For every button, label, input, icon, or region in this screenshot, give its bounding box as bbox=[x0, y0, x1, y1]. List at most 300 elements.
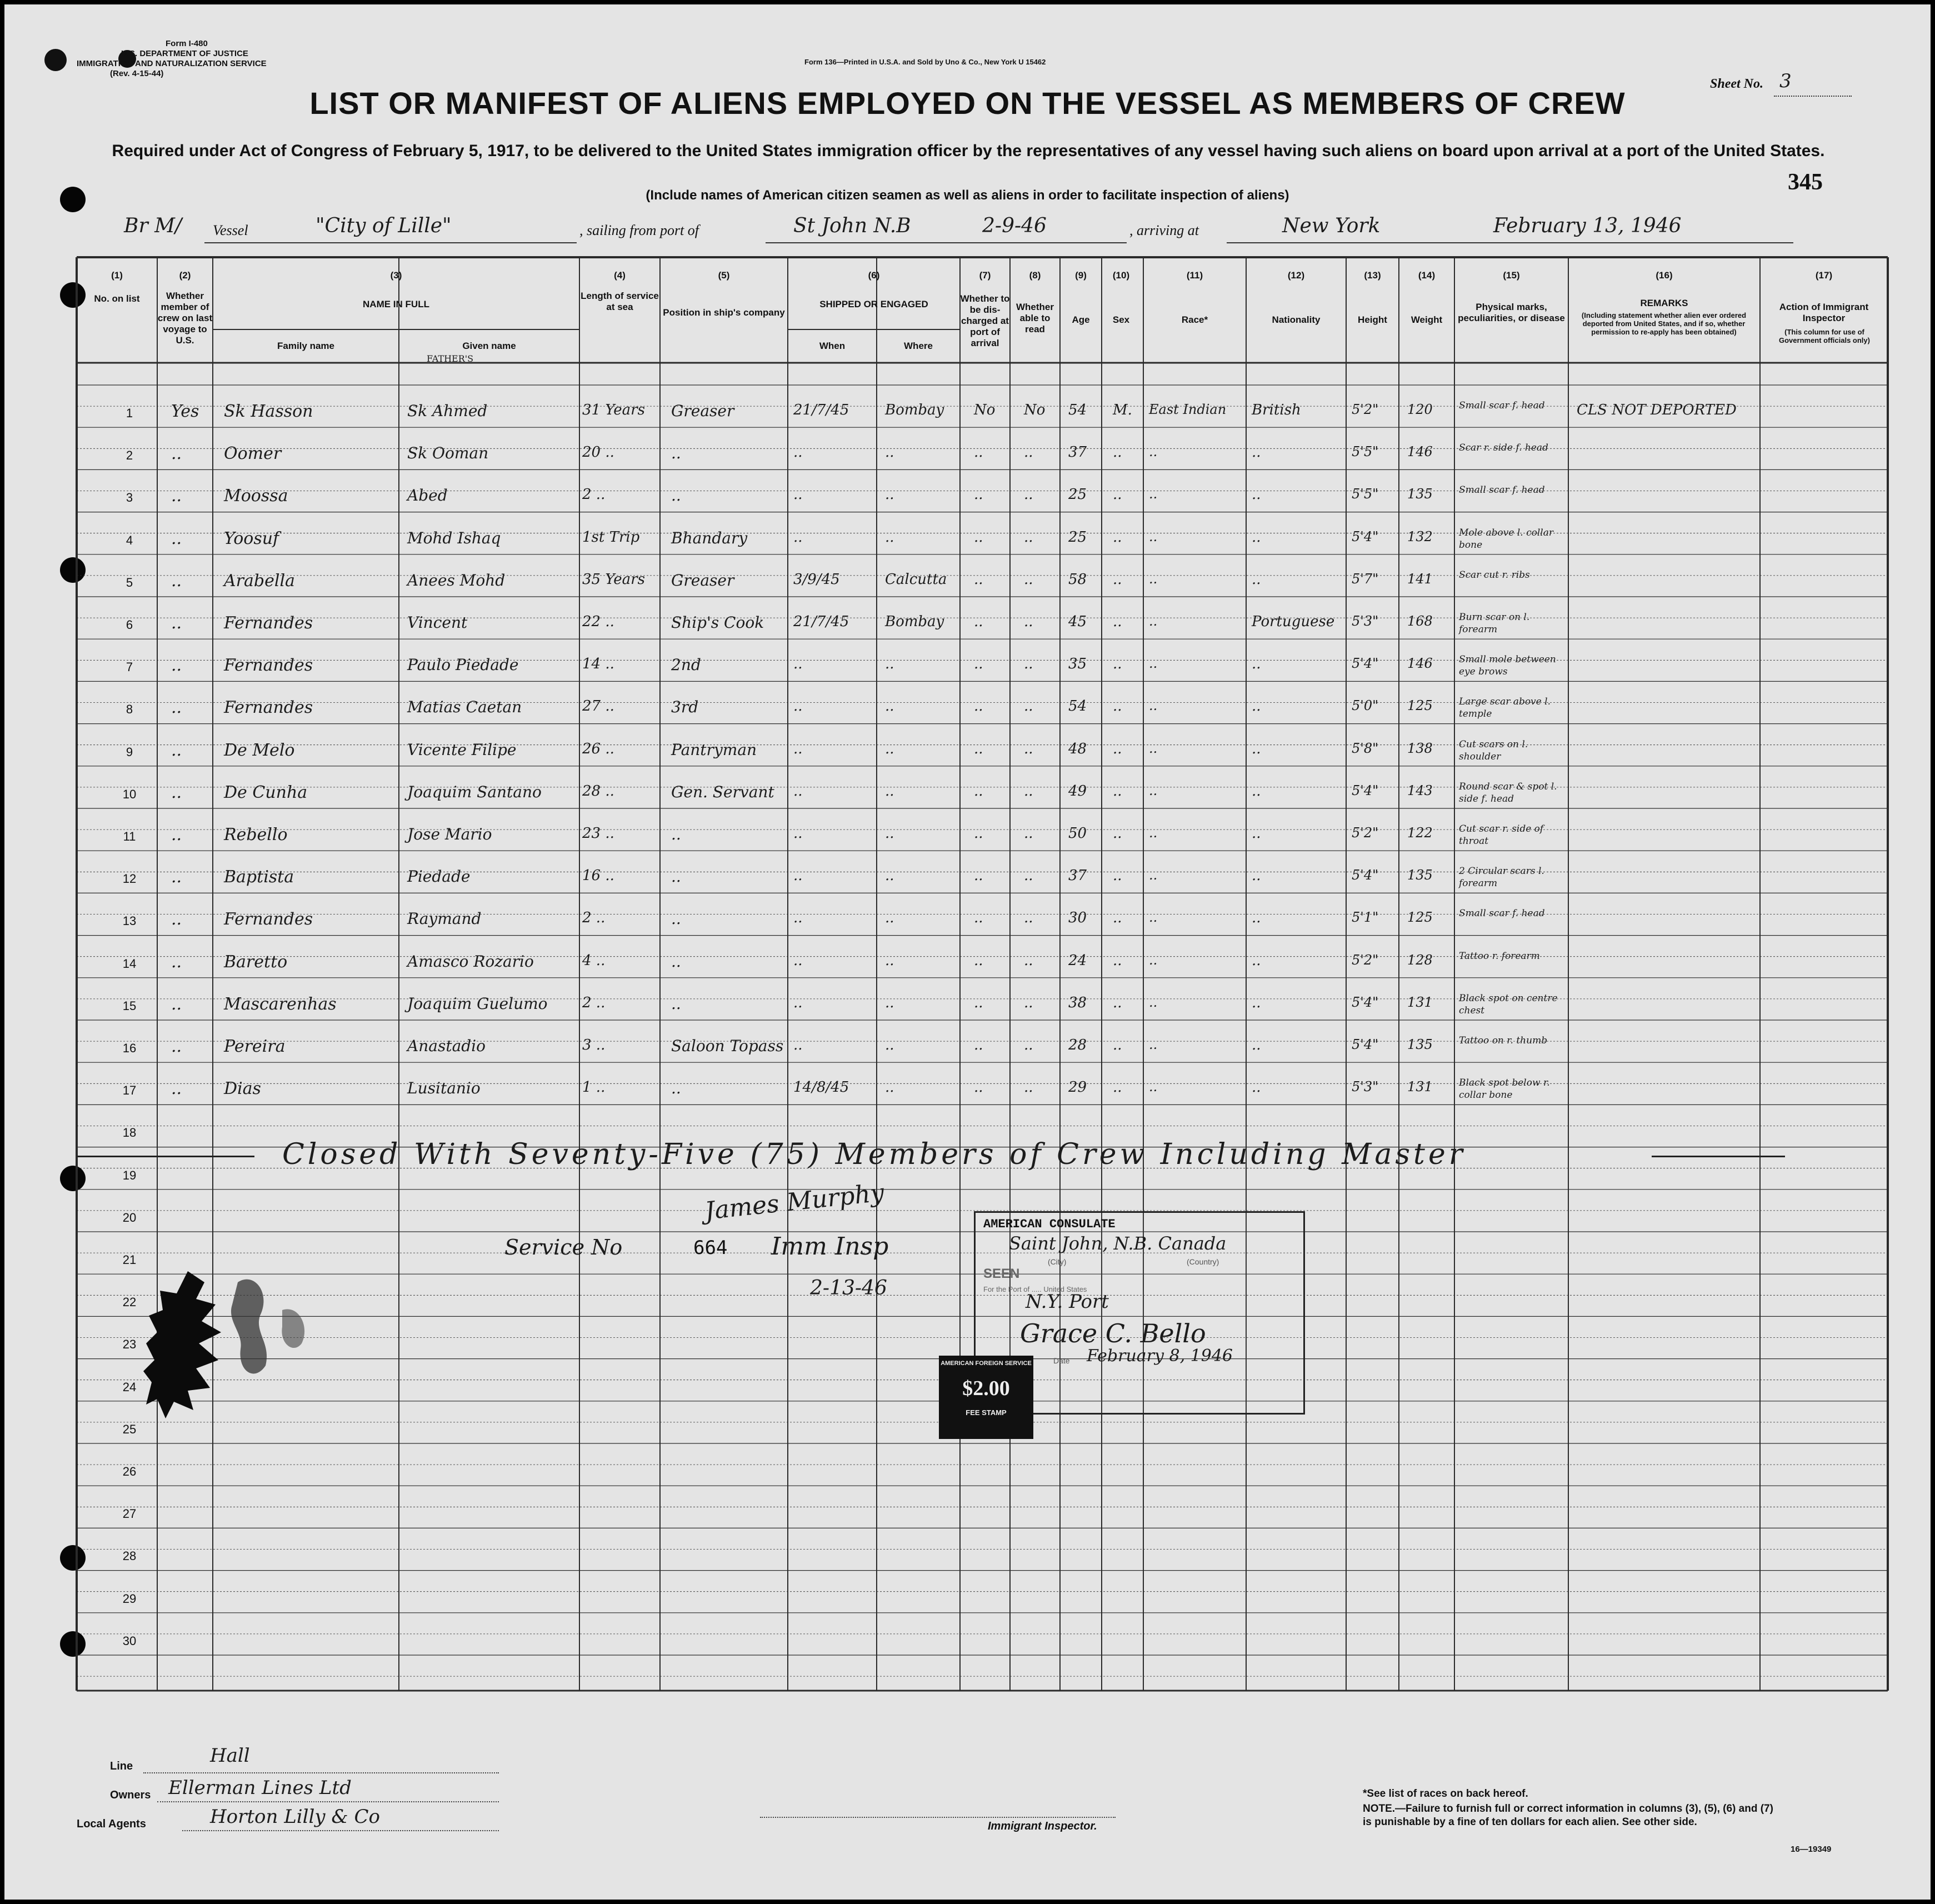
cell-nationality: .. bbox=[1252, 698, 1261, 715]
cell-weight: 135 bbox=[1407, 1037, 1433, 1052]
cell-where: .. bbox=[885, 952, 894, 969]
cell-weight: 138 bbox=[1407, 740, 1433, 756]
cell-family-name: Baretto bbox=[224, 952, 288, 972]
cell-race: .. bbox=[1149, 782, 1158, 798]
service-number: 664 bbox=[693, 1237, 728, 1259]
cell-race: .. bbox=[1149, 698, 1158, 714]
cell-race: .. bbox=[1149, 909, 1158, 926]
cell-position: Pantryman bbox=[671, 740, 757, 759]
cell-age: 38 bbox=[1068, 994, 1087, 1011]
cell-weight: 132 bbox=[1407, 528, 1433, 544]
cell-weight: 146 bbox=[1407, 444, 1433, 460]
cell-physical-marks: Tattoo r. forearm bbox=[1459, 950, 1540, 962]
cell-sex: .. bbox=[1113, 1037, 1122, 1053]
cell-discharged: No bbox=[974, 402, 996, 418]
cell-age: 54 bbox=[1068, 698, 1087, 715]
cell-height: 5'2" bbox=[1352, 952, 1379, 968]
cell-when: 21/7/45 bbox=[793, 613, 849, 630]
cell-where: .. bbox=[885, 1079, 894, 1096]
row-number: 8 bbox=[126, 702, 133, 717]
cell-member: .. bbox=[171, 1037, 182, 1056]
column-number: (2) bbox=[179, 270, 191, 281]
form-number: Form I-480 bbox=[166, 39, 208, 48]
cell-weight: 135 bbox=[1407, 867, 1433, 883]
cell-physical-marks: Burn scar on l. forearm bbox=[1459, 612, 1530, 635]
cell-able-read: .. bbox=[1024, 571, 1033, 588]
row-number: 18 bbox=[122, 1126, 137, 1140]
cell-given-name: Mohd Ishaq bbox=[407, 528, 501, 547]
cell-given-name: Sk Ooman bbox=[407, 444, 489, 463]
owners-value: Ellerman Lines Ltd bbox=[168, 1777, 352, 1799]
cell-service: 2 .. bbox=[582, 909, 606, 927]
cell-weight: 120 bbox=[1407, 402, 1433, 417]
cell-able-read: .. bbox=[1024, 825, 1033, 842]
cell-nationality: .. bbox=[1252, 656, 1261, 673]
column-number: (11) bbox=[1186, 270, 1203, 281]
cell-member: .. bbox=[171, 1079, 182, 1099]
cell-weight: 128 bbox=[1407, 952, 1433, 968]
row-number: 22 bbox=[122, 1295, 137, 1310]
cell-weight: 141 bbox=[1407, 571, 1433, 587]
cell-age: 48 bbox=[1068, 740, 1087, 757]
cell-service: 35 Years bbox=[582, 571, 645, 588]
vessel-label: Vessel bbox=[213, 222, 248, 238]
cell-race: .. bbox=[1149, 486, 1158, 502]
cell-where: Calcutta bbox=[885, 571, 947, 588]
cell-physical-marks: Cut scars on l. shoulder bbox=[1459, 738, 1528, 762]
header-race: Race* bbox=[1181, 314, 1208, 325]
agents-underline bbox=[182, 1830, 499, 1831]
cell-when: .. bbox=[793, 740, 803, 757]
cell-position: Gen. Servant bbox=[671, 782, 774, 801]
fee-stamp-amount: $2.00 bbox=[962, 1377, 1010, 1400]
cell-height: 5'4" bbox=[1352, 867, 1379, 883]
header-shipped: SHIPPED OR ENGAGED bbox=[819, 299, 928, 309]
header-length-service: Length of service at sea bbox=[581, 291, 659, 312]
owners-label: Owners bbox=[110, 1789, 151, 1801]
fee-stamp bbox=[939, 1356, 1033, 1439]
cell-family-name: Yoosuf bbox=[224, 528, 279, 548]
cell-sex: .. bbox=[1113, 740, 1122, 757]
port-written: N.Y. Port bbox=[1026, 1291, 1109, 1313]
column-number: (14) bbox=[1418, 270, 1436, 281]
cell-when: .. bbox=[793, 656, 803, 673]
header-where: Where bbox=[904, 341, 933, 351]
inspector-underline bbox=[760, 1817, 1116, 1818]
cell-given-name: Anastadio bbox=[407, 1037, 486, 1055]
cell-service: 27 .. bbox=[582, 698, 614, 715]
line-value: Hall bbox=[210, 1745, 250, 1767]
city-label: (City) bbox=[1048, 1257, 1067, 1266]
cell-discharged: .. bbox=[974, 740, 983, 757]
cell-height: 5'2" bbox=[1352, 402, 1379, 417]
cell-height: 5'4" bbox=[1352, 782, 1379, 798]
cell-where: .. bbox=[885, 909, 894, 927]
cell-given-name: Abed bbox=[407, 486, 448, 505]
column-number: (7) bbox=[979, 270, 991, 281]
column-number: (8) bbox=[1029, 270, 1041, 281]
cell-discharged: .. bbox=[974, 528, 983, 546]
cell-family-name: Mascarenhas bbox=[224, 994, 337, 1014]
form-subtitle: Required under Act of Congress of February 5, 1917, to be delivered to the United States immigration officer by the representatives of any vessel having such aliens on board upon arrival at a port of the United States. bbox=[112, 142, 1825, 160]
cell-family-name: Dias bbox=[224, 1079, 261, 1099]
cell-family-name: Fernandes bbox=[224, 909, 313, 929]
cell-where: .. bbox=[885, 994, 894, 1011]
header-when: When bbox=[819, 341, 846, 351]
row-number: 13 bbox=[122, 914, 137, 928]
cell-service: 31 Years bbox=[582, 402, 645, 418]
cell-given-name: Jose Mario bbox=[407, 825, 492, 843]
cell-service: 28 .. bbox=[582, 782, 614, 799]
inspector-signature: James Murphy bbox=[703, 1178, 886, 1226]
cell-able-read: .. bbox=[1024, 613, 1033, 630]
column-number: (16) bbox=[1656, 270, 1673, 281]
cell-when: .. bbox=[793, 825, 803, 842]
cell-age: 54 bbox=[1068, 402, 1087, 418]
cell-when: .. bbox=[793, 528, 803, 546]
cell-sex: .. bbox=[1113, 613, 1122, 630]
cell-sex: .. bbox=[1113, 698, 1122, 715]
cell-nationality: .. bbox=[1252, 867, 1261, 884]
cell-weight: 125 bbox=[1407, 909, 1433, 926]
cell-sex: .. bbox=[1113, 994, 1122, 1011]
cell-sex: .. bbox=[1113, 867, 1122, 884]
cell-able-read: .. bbox=[1024, 867, 1033, 884]
sheet-number: 3 bbox=[1779, 70, 1792, 92]
row-number: 10 bbox=[122, 787, 137, 801]
fee-stamp-top: AMERICAN FOREIGN SERVICE bbox=[941, 1360, 1032, 1367]
closing-line-right bbox=[1652, 1156, 1785, 1157]
cell-position: 2nd bbox=[671, 656, 701, 674]
row-number: 19 bbox=[122, 1168, 137, 1182]
cell-race: .. bbox=[1149, 656, 1158, 672]
closing-note: Closed With Seventy-Five (75) Members of Crew Including Master bbox=[282, 1138, 1466, 1171]
cell-position: .. bbox=[671, 486, 681, 505]
cell-when: .. bbox=[793, 867, 803, 884]
cell-able-read: .. bbox=[1024, 1037, 1033, 1053]
cell-nationality: British bbox=[1252, 402, 1301, 418]
cell-discharged: .. bbox=[974, 656, 983, 673]
cell-member: .. bbox=[171, 782, 182, 802]
cell-height: 5'7" bbox=[1352, 571, 1379, 587]
column-number: (10) bbox=[1112, 270, 1130, 281]
cell-able-read: .. bbox=[1024, 909, 1033, 927]
header-sex: Sex bbox=[1112, 314, 1130, 325]
cell-member: .. bbox=[171, 528, 182, 548]
cell-given-name: Vincent bbox=[407, 613, 468, 632]
cell-weight: 122 bbox=[1407, 825, 1433, 841]
cell-position: Saloon Topass bbox=[671, 1037, 784, 1055]
cell-age: 37 bbox=[1068, 444, 1087, 461]
cell-family-name: Fernandes bbox=[224, 656, 313, 676]
cell-race: .. bbox=[1149, 613, 1158, 629]
manifest-grid bbox=[4, 4, 1931, 1900]
cell-nationality: .. bbox=[1252, 825, 1261, 842]
cell-family-name: Fernandes bbox=[224, 613, 313, 633]
column-number: (9) bbox=[1075, 270, 1087, 281]
cell-family-name: De Melo bbox=[224, 740, 295, 760]
fee-stamp-bottom: FEE STAMP bbox=[966, 1408, 1007, 1417]
closing-line-left bbox=[77, 1156, 254, 1157]
row-number: 28 bbox=[122, 1549, 137, 1563]
cell-family-name: Pereira bbox=[224, 1037, 286, 1056]
cell-member: .. bbox=[171, 571, 182, 591]
form-code: 16—19349 bbox=[1791, 1845, 1832, 1854]
cell-sex: .. bbox=[1113, 444, 1122, 461]
cell-physical-marks: Tattoo on r. thumb bbox=[1459, 1035, 1548, 1046]
column-number: (5) bbox=[718, 270, 730, 281]
cell-age: 30 bbox=[1068, 909, 1087, 927]
cell-given-name: Joaquim Guelumo bbox=[407, 994, 548, 1013]
row-number: 21 bbox=[122, 1253, 137, 1267]
cell-service: 22 .. bbox=[582, 613, 614, 630]
service: IMMIGRATION AND NATURALIZATION SERVICE bbox=[77, 59, 267, 68]
cell-age: 45 bbox=[1068, 613, 1087, 630]
column-number: (6) bbox=[868, 270, 880, 281]
cell-position: Greaser bbox=[671, 402, 734, 420]
cell-discharged: .. bbox=[974, 698, 983, 715]
cell-age: 29 bbox=[1068, 1079, 1087, 1096]
cell-age: 49 bbox=[1068, 782, 1087, 799]
cell-discharged: .. bbox=[974, 444, 983, 461]
cell-nationality: .. bbox=[1252, 994, 1261, 1011]
cell-where: .. bbox=[885, 782, 894, 799]
seen-label: SEEN bbox=[983, 1266, 1020, 1281]
cell-able-read: .. bbox=[1024, 994, 1033, 1011]
cell-race: .. bbox=[1149, 528, 1158, 544]
cell-member: .. bbox=[171, 698, 182, 718]
header-position: Position in ship's company bbox=[663, 307, 785, 318]
header-discharged: Whether to be dis-charged at port of arrival bbox=[960, 293, 1010, 348]
header-remarks: REMARKS bbox=[1640, 298, 1688, 308]
cell-nationality: .. bbox=[1252, 740, 1261, 757]
cell-family-name: De Cunha bbox=[224, 782, 308, 802]
cell-service: 26 .. bbox=[582, 740, 614, 757]
cell-race: .. bbox=[1149, 994, 1158, 1010]
cell-height: 5'4" bbox=[1352, 528, 1379, 544]
row-number: 25 bbox=[122, 1422, 137, 1436]
cell-race: .. bbox=[1149, 1079, 1158, 1095]
cell-where: .. bbox=[885, 528, 894, 546]
row-number: 14 bbox=[122, 956, 137, 971]
cell-given-name: Joaquim Santano bbox=[407, 782, 542, 801]
department: U.S. DEPARTMENT OF JUSTICE bbox=[121, 49, 248, 58]
cell-height: 5'1" bbox=[1352, 909, 1379, 926]
cell-where: .. bbox=[885, 825, 894, 842]
cell-given-name: Piedade bbox=[407, 867, 471, 886]
cell-sex: .. bbox=[1113, 528, 1122, 546]
cell-position: .. bbox=[671, 867, 681, 886]
cell-position: 3rd bbox=[671, 698, 699, 717]
cell-race: .. bbox=[1149, 571, 1158, 587]
cell-able-read: .. bbox=[1024, 444, 1033, 461]
cell-height: 5'4" bbox=[1352, 1037, 1379, 1052]
cell-where: .. bbox=[885, 444, 894, 461]
vessel-name: "City of Lille" bbox=[316, 214, 452, 237]
cell-member: .. bbox=[171, 994, 182, 1014]
row-number: 24 bbox=[122, 1380, 137, 1394]
cell-able-read: No bbox=[1024, 402, 1046, 418]
cell-where: Bombay bbox=[885, 402, 944, 418]
header-action: Action of Immigrant Inspector bbox=[1779, 302, 1869, 323]
printer-line: Form 136—Printed in U.S.A. and Sold by Uno & Co., New York U 15462 bbox=[804, 58, 1046, 66]
cell-nationality: .. bbox=[1252, 782, 1261, 799]
row-number: 6 bbox=[126, 618, 133, 632]
cell-race: .. bbox=[1149, 825, 1158, 841]
cell-position: Bhandary bbox=[671, 528, 748, 547]
cell-where: .. bbox=[885, 867, 894, 884]
cell-nationality: Portuguese bbox=[1252, 613, 1335, 630]
cell-discharged: .. bbox=[974, 909, 983, 927]
cell-able-read: .. bbox=[1024, 656, 1033, 673]
cell-weight: 168 bbox=[1407, 613, 1433, 629]
header-nationality: Nationality bbox=[1272, 314, 1321, 325]
cell-family-name: Baptista bbox=[224, 867, 294, 887]
cell-nationality: .. bbox=[1252, 571, 1261, 588]
cell-sex: M. bbox=[1113, 402, 1132, 418]
header-no-on-list: No. on list bbox=[94, 293, 140, 304]
cell-able-read: .. bbox=[1024, 1079, 1033, 1096]
sheet-label: Sheet No. bbox=[1710, 77, 1763, 91]
sailing-label: , sailing from port of bbox=[579, 222, 699, 238]
cell-given-name: Matias Caetan bbox=[407, 698, 522, 717]
consul-date: February 8, 1946 bbox=[1087, 1346, 1233, 1366]
column-number: (3) bbox=[390, 270, 402, 281]
date-label: Date bbox=[1053, 1356, 1070, 1365]
cell-where: .. bbox=[885, 740, 894, 757]
cell-able-read: .. bbox=[1024, 698, 1033, 715]
cell-position: .. bbox=[671, 825, 681, 843]
cell-height: 5'8" bbox=[1352, 740, 1379, 756]
cell-able-read: .. bbox=[1024, 740, 1033, 757]
row-number: 17 bbox=[122, 1083, 137, 1098]
cell-height: 5'3" bbox=[1352, 1079, 1379, 1095]
cell-physical-marks: Small scar f. head bbox=[1459, 400, 1545, 411]
cell-nationality: .. bbox=[1252, 486, 1261, 503]
cell-physical-marks: Small scar f. head bbox=[1459, 484, 1545, 496]
cell-height: 5'4" bbox=[1352, 994, 1379, 1010]
cell-service: 2 .. bbox=[582, 486, 606, 503]
cell-position: .. bbox=[671, 994, 681, 1013]
cell-member: .. bbox=[171, 444, 182, 464]
cell-discharged: .. bbox=[974, 1037, 983, 1053]
cell-able-read: .. bbox=[1024, 486, 1033, 503]
column-number: (15) bbox=[1503, 270, 1520, 281]
header-able-read: Whether able to read bbox=[1016, 302, 1054, 334]
fathers-note: FATHER'S bbox=[427, 353, 474, 364]
row-number: 30 bbox=[122, 1633, 137, 1648]
column-number: (12) bbox=[1287, 270, 1305, 281]
row-number: 20 bbox=[122, 1210, 137, 1225]
embossed-seal bbox=[143, 1260, 343, 1427]
consulate-header: AMERICAN CONSULATE bbox=[983, 1217, 1116, 1231]
cell-physical-marks: Scar r. side f. head bbox=[1459, 442, 1548, 454]
consulate-city: Saint John, N.B. Canada bbox=[1009, 1233, 1227, 1254]
cell-nationality: .. bbox=[1252, 952, 1261, 969]
row-number: 29 bbox=[122, 1591, 137, 1606]
row-number: 15 bbox=[122, 998, 137, 1013]
cell-given-name: Amasco Rozario bbox=[407, 952, 534, 971]
cell-height: 5'3" bbox=[1352, 613, 1379, 629]
cell-remarks: CLS NOT DEPORTED bbox=[1577, 402, 1737, 418]
row-number: 27 bbox=[122, 1507, 137, 1521]
row-number: 5 bbox=[126, 575, 133, 589]
cell-member: .. bbox=[171, 867, 182, 887]
cell-height: 5'0" bbox=[1352, 698, 1379, 714]
cell-member: .. bbox=[171, 952, 182, 972]
cell-when: 3/9/45 bbox=[793, 571, 840, 588]
cell-race: .. bbox=[1149, 867, 1158, 883]
row-number: 11 bbox=[123, 829, 136, 843]
cell-member: .. bbox=[171, 909, 182, 929]
cell-given-name: Anees Mohd bbox=[407, 571, 506, 589]
cell-where: .. bbox=[885, 1037, 894, 1053]
cell-age: 50 bbox=[1068, 825, 1087, 842]
cell-discharged: .. bbox=[974, 571, 983, 588]
cell-service: 1st Trip bbox=[582, 528, 640, 546]
cell-given-name: Vicente Filipe bbox=[407, 740, 517, 759]
header-name-in-full: NAME IN FULL bbox=[363, 299, 429, 309]
cell-service: 14 .. bbox=[582, 656, 614, 673]
cell-given-name: Lusitanio bbox=[407, 1079, 481, 1098]
cell-physical-marks: Small scar f. head bbox=[1459, 908, 1545, 919]
cell-race: .. bbox=[1149, 952, 1158, 968]
cell-position: .. bbox=[671, 444, 681, 463]
cell-sex: .. bbox=[1113, 782, 1122, 799]
cell-service: 23 .. bbox=[582, 825, 614, 842]
vessel-prefix: Br M/ bbox=[124, 214, 182, 237]
row-number: 7 bbox=[126, 660, 133, 674]
cell-age: 25 bbox=[1068, 528, 1087, 546]
cell-physical-marks: Small mole between eye brows bbox=[1459, 654, 1556, 678]
cell-family-name: Sk Hasson bbox=[224, 402, 313, 421]
cell-physical-marks: Cut scar r. side of throat bbox=[1459, 823, 1544, 847]
cell-age: 25 bbox=[1068, 486, 1087, 503]
cell-physical-marks: Black spot below r. collar bone bbox=[1459, 1077, 1550, 1101]
cell-physical-marks: Black spot on centre chest bbox=[1459, 992, 1558, 1016]
cell-sex: .. bbox=[1113, 571, 1122, 588]
cell-member: .. bbox=[171, 486, 182, 506]
cell-family-name: Moossa bbox=[224, 486, 288, 506]
cell-given-name: Sk Ahmed bbox=[407, 402, 488, 420]
cell-sex: .. bbox=[1113, 952, 1122, 969]
cell-family-name: Fernandes bbox=[224, 698, 313, 718]
cell-member: Yes bbox=[171, 402, 199, 421]
revision: (Rev. 4-15-44) bbox=[110, 69, 164, 78]
header-physical: Physical marks, peculiarities, or disease bbox=[1458, 302, 1565, 323]
cell-service: 2 .. bbox=[582, 994, 606, 1011]
cell-when: .. bbox=[793, 486, 803, 503]
arrival-port: New York bbox=[1282, 214, 1381, 237]
cell-when: .. bbox=[793, 909, 803, 927]
cell-service: 20 .. bbox=[582, 444, 614, 461]
cell-nationality: .. bbox=[1252, 1079, 1261, 1096]
cell-family-name: Arabella bbox=[224, 571, 295, 591]
inspector-title: Imm Insp bbox=[771, 1232, 889, 1261]
header-weight: Weight bbox=[1411, 314, 1443, 325]
header-family-name: Family name bbox=[277, 341, 334, 351]
cell-physical-marks: Scar cut r. ribs bbox=[1459, 569, 1530, 581]
cell-weight: 125 bbox=[1407, 698, 1433, 714]
seen-for: For the Port of ..... United States bbox=[983, 1285, 1087, 1293]
cell-sex: .. bbox=[1113, 486, 1122, 503]
agents-value: Horton Lilly & Co bbox=[210, 1806, 380, 1828]
cell-age: 58 bbox=[1068, 571, 1087, 588]
inspector-label: Immigrant Inspector. bbox=[988, 1820, 1097, 1832]
cell-position: Greaser bbox=[671, 571, 734, 589]
page-number: 345 bbox=[1788, 169, 1823, 195]
cell-race: .. bbox=[1149, 740, 1158, 756]
